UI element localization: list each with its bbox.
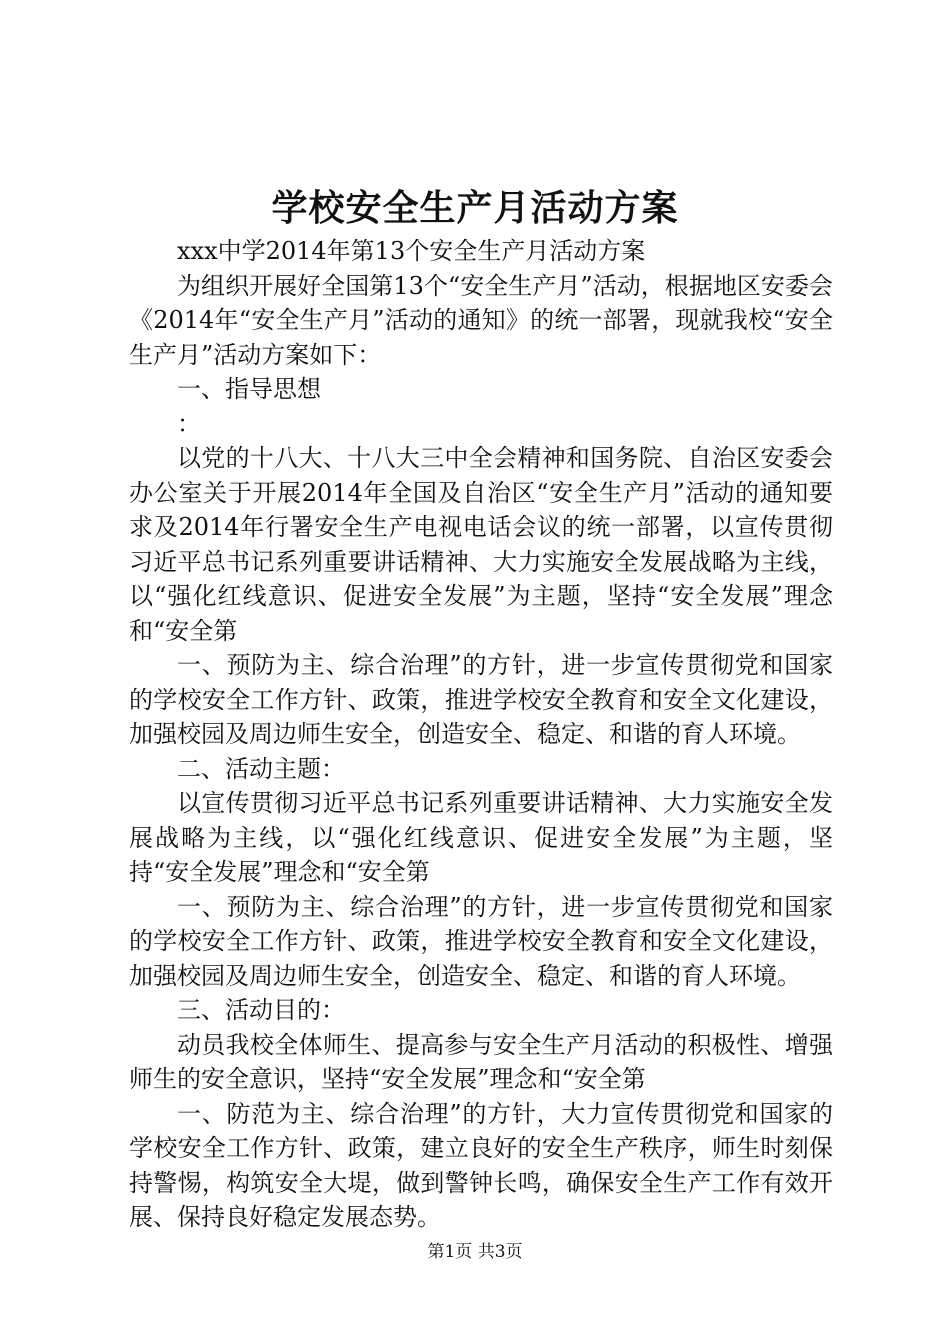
document-body [129,234,833,1235]
paragraph-purpose: 动员我校全体师生、提高参与安全生产月活动的积极性、增强师生的安全意识，坚持“安全发展”理念和“安全第 [129,1030,833,1093]
paragraph-school-plan-title: xxx中学2014年第13个安全生产月活动方案 [177,237,646,265]
paragraph-guiding-thought-cont: 一、预防为主、综合治理”的方针，进一步宣传贯彻党和国家的学校安全工作方针、政策，推进学校安全教育和安全文化建设，加强校园及周边师生安全，创造安全、稳定、和谐的育人环境。 [129,651,833,748]
paragraph-purpose-cont: 一、防范为主、综合治理”的方针，大力宣传贯彻党和国家的学校安全工作方针、政策，建立良好的安全生产秩序，师生时刻保持警惕，构筑安全大堤，做到警钟长鸣，确保安全生产工作有效开展、保持良好稳定发展态势。 [129,1099,833,1231]
section-heading-purpose: 三、活动目的： [177,996,345,1024]
document-title: 学校安全生产月活动方案 [271,187,679,229]
page-footer: 第1页 共3页 [427,1242,523,1262]
paragraph-colon: ： [177,409,201,438]
paragraph-guiding-thought: 以党的十八大、十八大三中全会精神和国务院、自治区安委会办公室关于开展2014年全国及自治区“安全生产月”活动的通知要求及2014年行署安全生产电视电话会议的统一部署，以宣传贯彻习近平总书记系列重要讲话精神、大力实施安全发展战略为主线，以“强化红线意识、促进安全发展”为主题，坚持“安全发展”理念和“安全第 [129,444,833,645]
paragraph-theme: 以宣传贯彻习近平总书记系列重要讲话精神、大力实施安全发展战略为主线，以“强化红线意识、促进安全发展”为主题，坚持“安全发展”理念和“安全第 [129,789,833,886]
section-heading-theme: 二、活动主题： [177,754,345,783]
section-heading-guiding-thought: 一、指导思想 [177,375,321,403]
paragraph-intro: 为组织开展好全国第13个“安全生产月”活动，根据地区安委会《2014年“安全生产月”活动的通知》的统一部署，现就我校“安全生产月”活动方案如下： [129,271,833,369]
paragraph-theme-cont: 一、预防为主、综合治理”的方针，进一步宣传贯彻党和国家的学校安全工作方针、政策，推进学校安全教育和安全文化建设，加强校园及周边师生安全，创造安全、稳定、和谐的育人环境。 [129,892,833,990]
